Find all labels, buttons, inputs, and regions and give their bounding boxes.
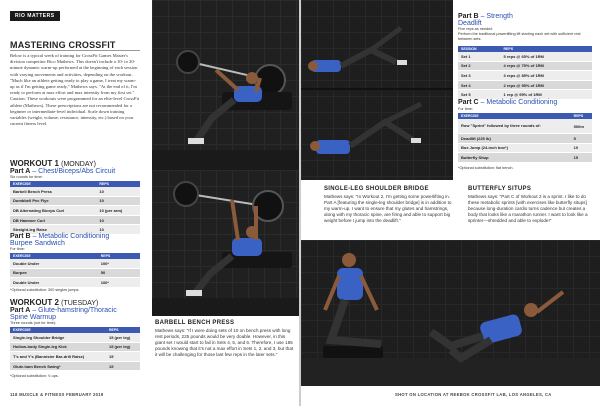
table-row xyxy=(10,215,140,225)
reps-cell: 15 xyxy=(571,153,592,163)
shoulder-bridge-photos xyxy=(301,0,453,180)
table-row xyxy=(458,52,592,61)
bench-press-caption-title: BARBELL BENCH PRESS xyxy=(155,320,235,326)
reps-cell: 10 xyxy=(571,143,592,153)
table-row xyxy=(458,61,592,71)
set-cell: Set 4 xyxy=(458,80,501,90)
left-footer: 118 MUSCLE & FITNESS FEBRUARY 2019 xyxy=(10,392,104,397)
set-cell: Set 3 xyxy=(458,71,501,81)
reps-cell: 100* xyxy=(98,278,140,288)
w1-partB-note: *Optional substitution: 300 singles jumps. xyxy=(10,288,80,292)
table-row xyxy=(10,187,140,196)
w2-partC-sub: For time: xyxy=(458,107,473,111)
w2-partB-sub: Five reps as needed xyxy=(458,27,493,31)
col-header: REPS xyxy=(106,327,140,333)
exercise-cell: Glute-ham Bench Swing* xyxy=(10,361,106,371)
w2-partC-note: *Optional substitution: flat bench. xyxy=(458,166,514,170)
col-header: REPS xyxy=(501,46,592,52)
w2-partB-table xyxy=(458,46,592,100)
col-header: REPS xyxy=(96,181,140,187)
col-header: SESSION xyxy=(458,46,501,52)
table-row xyxy=(458,134,592,144)
set-cell: Set 1 xyxy=(458,52,501,61)
w1-partA-label: Part A xyxy=(10,168,31,175)
intro-text: Below is a typical week of training for CrossFit Games Master's division competitor Rico Mathews. This doesn't include a 10- to 20-minute dynamic warm-up performed at the beginning of each session with varying movements and activities, depending on the workout. "Much like an athlete getting ready to play a game, I treat my warm-up as if I'm getting game ready," Mathews says. "At the end of it, I'm ready to perform at max effort and max intensity from my first set." Caution: These workouts were programmed for an elite-level CrossFit athlete (Mathews). These prescriptions are not recommended for a beginner or intermediate-level individual. Scale down training variables (weight, volume, resistance, intensity, etc.) based on your current fitness level. xyxy=(10,53,140,127)
exercise-cell: Double Under xyxy=(10,259,98,268)
reps-cell: 1 rep @ 95% of 1RM xyxy=(501,90,592,100)
workout1-day: (MONDAY) xyxy=(61,161,96,168)
exercise-cell: DB Hammer Curl xyxy=(10,215,96,225)
w1-partA-title xyxy=(10,168,115,175)
reps-cell: 50 xyxy=(98,268,140,278)
bench-press-photo-bottom xyxy=(152,170,299,316)
table-row xyxy=(10,268,140,278)
reps-cell: 10 (per arm) xyxy=(96,206,140,216)
table-row xyxy=(458,143,592,153)
reps-cell: 15 (per leg) xyxy=(106,342,140,352)
bridge-caption-text: Mathews says: "In Workout 2, I'm getting some powerlifting in. Part A [featuring the single-leg shoulder bridge] is in addition to my warm-up. I want to ensure that my glutes and hamstrings, along with my thoracic spine, are firing and able to support big weight before I jump into the deadlift." xyxy=(324,194,452,223)
reps-cell: 100* xyxy=(98,259,140,268)
butterfly-situps-figures xyxy=(301,240,600,386)
exercise-cell: Deadlift (225 lb) xyxy=(458,134,571,144)
table-row xyxy=(10,342,140,352)
workout1-label: WORKOUT 1 xyxy=(10,159,59,168)
table-row xyxy=(10,361,140,371)
w2-partB-name2: Deadlift xyxy=(458,20,482,27)
table-row xyxy=(10,259,140,268)
w1-partB-title xyxy=(10,233,109,240)
col-header: EXERCISE xyxy=(10,253,98,259)
col-header: EXERCISE xyxy=(10,327,106,333)
workout2-day: (TUESDAY) xyxy=(61,300,99,307)
reps-cell: 10 xyxy=(96,196,140,206)
reps-cell: 5 reps @ 65% of 1RM xyxy=(501,52,592,61)
butterfly-situps-photo xyxy=(301,240,600,386)
table-row xyxy=(458,119,592,134)
table-row xyxy=(458,153,592,163)
section-tag: RIO MATTERS xyxy=(10,11,60,21)
right-footer: SHOT ON LOCATION AT REEBOK CROSSFIT LAB, LOS ANGELES, CA xyxy=(395,392,552,397)
exercise-cell: Double Under xyxy=(10,278,98,288)
exercise-cell: Hollow-body Single-leg Kick xyxy=(10,342,106,352)
shoulder-bridge-figures xyxy=(301,0,453,180)
table-row xyxy=(10,206,140,216)
w2-partA-name2: Spine Warmup xyxy=(10,314,57,321)
w2-partC-title xyxy=(458,99,557,106)
w2-partB-sub2: Perform the traditional powerlifting lift starting each set with sufficient rest between sets. xyxy=(458,32,581,41)
exercise-cell: Box Jump (24-inch box*) xyxy=(458,143,571,153)
reps-cell: 10 xyxy=(96,187,140,196)
bench-press-figure-bottom xyxy=(152,170,299,316)
w1-partB-name2: Burpee Sandwich xyxy=(10,240,65,247)
situps-caption-title: BUTTERFLY SITUPS xyxy=(468,186,532,192)
table-row xyxy=(10,196,140,206)
w1-partB-label: Part B xyxy=(10,233,31,240)
reps-cell: 15 xyxy=(106,361,140,371)
exercise-cell: Dumbbell Pec Flye xyxy=(10,196,96,206)
w2-partB-title xyxy=(458,13,513,20)
col-header: EXERCISE xyxy=(458,113,571,119)
table-row xyxy=(10,352,140,362)
w1-partA-name: – Chest/Biceps/Abs Circuit xyxy=(30,168,116,175)
reps-cell: 15 xyxy=(106,352,140,362)
exercise-cell: Barbell Bench Press xyxy=(10,187,96,196)
reps-cell: 10 xyxy=(96,225,140,235)
heading-rule xyxy=(10,50,140,51)
situps-caption-text: Mathews says: "Part C of Workout 2 is a sprint. I like to do these metabolic sprints [with exercises like butterfly situps] because long-duration cardio turns cadence but creates a body that looks like a marathon runner. I want to look like a sprinter—shredded and able to explode!" xyxy=(468,194,588,223)
w1-partB-name: – Metabolic Conditioning xyxy=(30,233,110,240)
w1-partA-table xyxy=(10,181,140,235)
col-header: REPS xyxy=(571,113,592,119)
table-row xyxy=(10,333,140,342)
reps-cell: 5 xyxy=(571,134,592,144)
w2-partA-table xyxy=(10,327,140,371)
bridge-caption-title: SINGLE-LEG SHOULDER BRIDGE xyxy=(324,186,429,192)
exercise-cell: Butterfly Situp xyxy=(458,153,571,163)
reps-cell: 10 xyxy=(96,215,140,225)
table-row xyxy=(458,71,592,81)
w2-partB-name: – Strength xyxy=(478,13,513,20)
w2-partC-name: – Metabolic Conditioning xyxy=(478,99,558,106)
col-header: REPS xyxy=(98,253,140,259)
reps-cell: 15 (per leg) xyxy=(106,333,140,342)
w1-partA-sub: Six rounds for time: xyxy=(10,175,43,179)
w1-partB-sub: For time: xyxy=(10,247,25,251)
set-cell: Set 2 xyxy=(458,61,501,71)
w2-partA-note: *Optional substitution: V-ups. xyxy=(10,374,59,378)
article-heading: MASTERING CROSSFIT xyxy=(10,40,116,50)
col-header: EXERCISE xyxy=(10,181,96,187)
set-cell: Set 5 xyxy=(458,90,501,100)
w2-partA-name: – Glute-hamstring/Thoracic xyxy=(30,307,117,314)
exercise-cell: T's and Y's (Bannister Bar-drill Raise) xyxy=(10,352,106,362)
reps-cell: 2 reps @ 95% of 1RM xyxy=(501,80,592,90)
table-row xyxy=(458,80,592,90)
w1-partB-table xyxy=(10,253,140,288)
w2-partC-table xyxy=(458,113,592,163)
exercise-cell: DB Alternating Biceps Curl xyxy=(10,206,96,216)
reps-cell: 4 reps @ 75% of 1RM xyxy=(501,61,592,71)
bench-press-figure-top xyxy=(152,0,299,170)
w2-partA-sub: Three rounds (not for time): xyxy=(10,321,57,325)
exercise-cell: Straight-leg Raise xyxy=(10,225,96,235)
workout2-label: WORKOUT 2 xyxy=(10,298,59,307)
w2-partA-title xyxy=(10,307,117,314)
bench-press-caption-text: Mathews says: "If I were doing sets of 10 on bench press with long rest periods, 225 pounds would be very doable. However, in this giant set I would start to fail in Sets 4, 5, and 6. Therefore, I use 185 pounds knowing that it's not a max effort in Sets 1, 2, and 3, but that it will be challenging for those last few reps in the later sets." xyxy=(155,328,294,357)
reps-cell: 3 reps @ 85% of 1RM xyxy=(501,71,592,81)
table-row xyxy=(10,278,140,288)
reps-cell: 500m xyxy=(571,119,592,134)
bench-press-photo-top xyxy=(152,0,299,170)
w2-partC-label: Part C xyxy=(458,99,479,106)
exercise-cell: Single-leg Shoulder Bridge xyxy=(10,333,106,342)
exercise-cell: Row "Sprint" followed by three rounds of: xyxy=(458,119,571,134)
exercise-cell: Burpee xyxy=(10,268,98,278)
w2-partB-label: Part B xyxy=(458,13,479,20)
w2-partA-label: Part A xyxy=(10,307,31,314)
